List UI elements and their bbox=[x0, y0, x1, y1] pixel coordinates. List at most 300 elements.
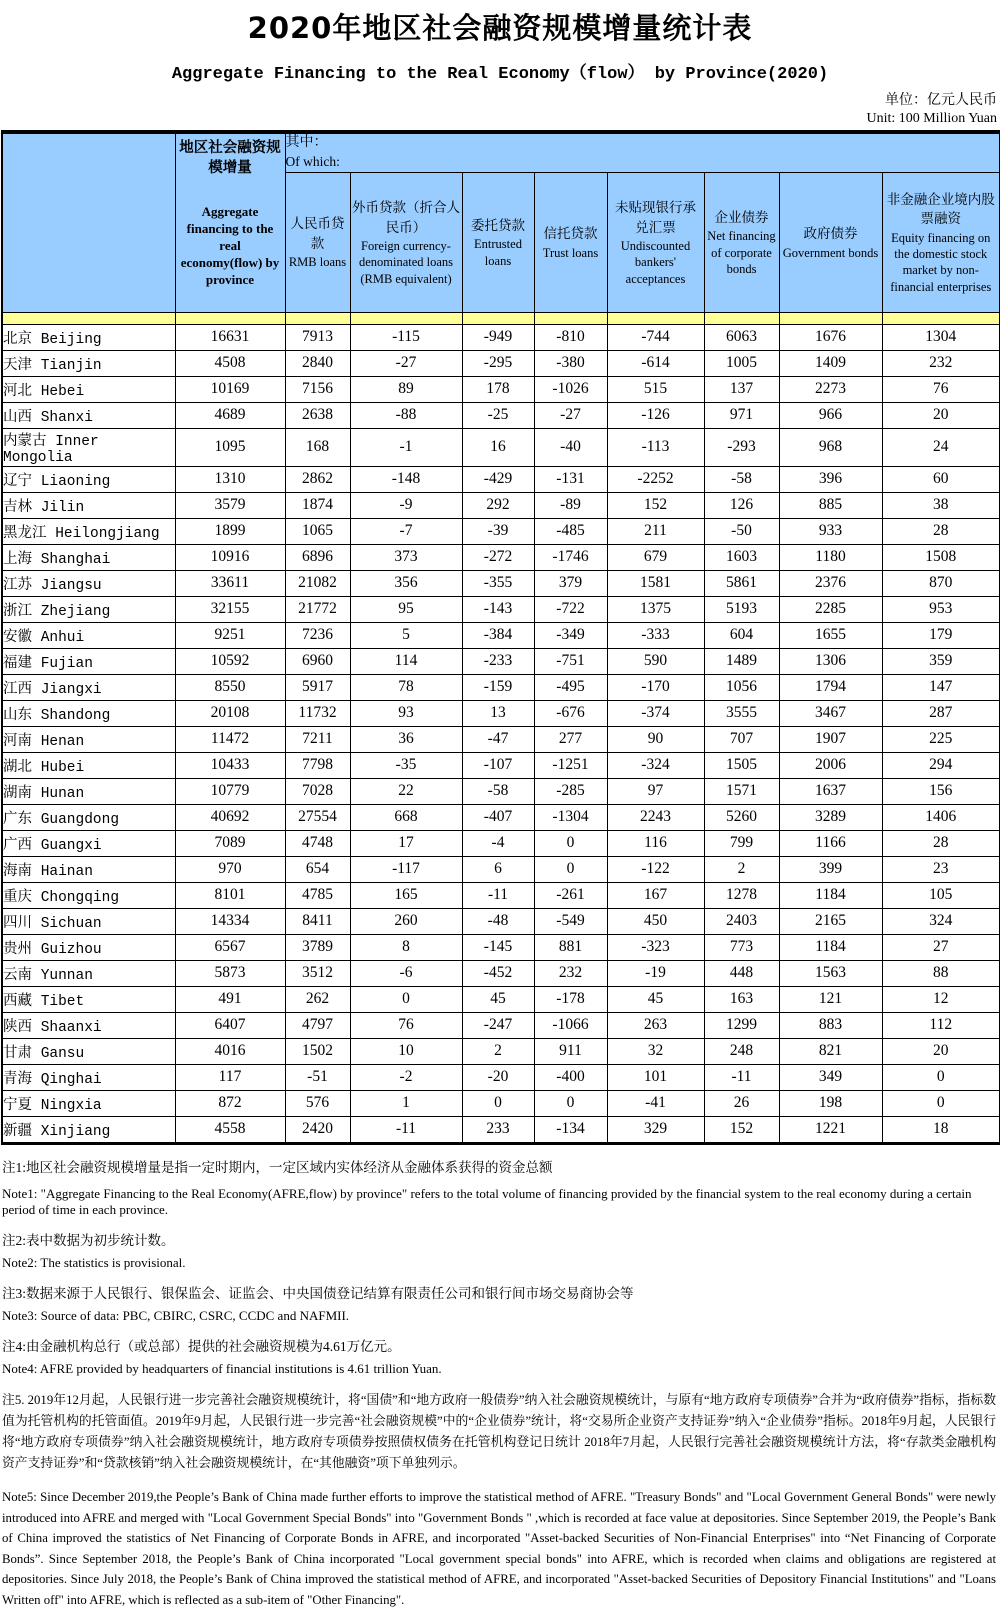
band-cell bbox=[607, 312, 704, 324]
value-cell: 8550 bbox=[175, 674, 285, 700]
value-cell: 28 bbox=[882, 518, 1000, 544]
value-cell: 1603 bbox=[704, 544, 779, 570]
value-cell: 5861 bbox=[704, 570, 779, 596]
value-cell: 911 bbox=[534, 1038, 607, 1064]
value-cell: 7211 bbox=[285, 726, 350, 752]
table-row bbox=[2, 778, 1000, 804]
value-cell: 491 bbox=[175, 986, 285, 1012]
value-cell: 1 bbox=[350, 1090, 462, 1116]
value-cell: 277 bbox=[534, 726, 607, 752]
corner-cell bbox=[2, 132, 175, 312]
table-row bbox=[2, 376, 1000, 402]
value-cell: -107 bbox=[462, 752, 534, 778]
table-row bbox=[2, 570, 1000, 596]
value-cell: 0 bbox=[350, 986, 462, 1012]
value-cell: 163 bbox=[704, 986, 779, 1012]
province-cell: 上海 Shanghai bbox=[2, 544, 175, 570]
value-cell: 292 bbox=[462, 492, 534, 518]
value-cell: 14334 bbox=[175, 908, 285, 934]
value-cell: 1563 bbox=[779, 960, 882, 986]
value-cell: 10433 bbox=[175, 752, 285, 778]
value-cell: -126 bbox=[607, 402, 704, 428]
value-cell: 515 bbox=[607, 376, 704, 402]
table-row bbox=[2, 934, 1000, 960]
value-cell: -1251 bbox=[534, 752, 607, 778]
table-row bbox=[2, 1038, 1000, 1064]
value-cell: -58 bbox=[704, 466, 779, 492]
value-cell: 1299 bbox=[704, 1012, 779, 1038]
province-cell: 山东 Shandong bbox=[2, 700, 175, 726]
value-cell: 1184 bbox=[779, 882, 882, 908]
table-row bbox=[2, 648, 1000, 674]
table-row bbox=[2, 466, 1000, 492]
value-cell: -113 bbox=[607, 428, 704, 466]
value-cell: 16631 bbox=[175, 324, 285, 350]
value-cell: 1676 bbox=[779, 324, 882, 350]
value-cell: 8101 bbox=[175, 882, 285, 908]
value-cell: 324 bbox=[882, 908, 1000, 934]
value-cell: 0 bbox=[882, 1090, 1000, 1116]
value-cell: 20 bbox=[882, 1038, 1000, 1064]
value-cell: -272 bbox=[462, 544, 534, 570]
value-cell: 1794 bbox=[779, 674, 882, 700]
province-cell: 西藏 Tibet bbox=[2, 986, 175, 1012]
value-cell: 121 bbox=[779, 986, 882, 1012]
value-cell: 970 bbox=[175, 856, 285, 882]
value-cell: 4016 bbox=[175, 1038, 285, 1064]
value-cell: 5 bbox=[350, 622, 462, 648]
value-cell: -247 bbox=[462, 1012, 534, 1038]
province-cell: 吉林 Jilin bbox=[2, 492, 175, 518]
value-cell: 379 bbox=[534, 570, 607, 596]
province-cell: 河北 Hebei bbox=[2, 376, 175, 402]
band-cell bbox=[285, 312, 350, 324]
header-band-row bbox=[2, 312, 1000, 324]
value-cell: 76 bbox=[350, 1012, 462, 1038]
province-cell: 河南 Henan bbox=[2, 726, 175, 752]
value-cell: 7028 bbox=[285, 778, 350, 804]
note1-zh: 注1:地区社会融资规模增量是指一定时期内，一定区域内实体经济从金融体系获得的资金总额 bbox=[2, 1159, 553, 1175]
value-cell: 262 bbox=[285, 986, 350, 1012]
province-cell: 宁夏 Ningxia bbox=[2, 1090, 175, 1116]
value-cell: 349 bbox=[779, 1064, 882, 1090]
table-row bbox=[2, 518, 1000, 544]
value-cell: 7089 bbox=[175, 830, 285, 856]
value-cell: 89 bbox=[350, 376, 462, 402]
value-cell: -27 bbox=[350, 350, 462, 376]
value-cell: -400 bbox=[534, 1064, 607, 1090]
value-cell: -293 bbox=[704, 428, 779, 466]
table-row bbox=[2, 674, 1000, 700]
col-header-corporate-bonds bbox=[704, 172, 779, 312]
value-cell: -27 bbox=[534, 402, 607, 428]
value-cell: 679 bbox=[607, 544, 704, 570]
value-cell: 0 bbox=[534, 856, 607, 882]
value-cell: 1489 bbox=[704, 648, 779, 674]
value-cell: 3789 bbox=[285, 934, 350, 960]
table-row bbox=[2, 986, 1000, 1012]
value-cell: 1005 bbox=[704, 350, 779, 376]
table-row bbox=[2, 428, 1000, 466]
table-row bbox=[2, 350, 1000, 376]
value-cell: 971 bbox=[704, 402, 779, 428]
value-cell: 78 bbox=[350, 674, 462, 700]
value-cell: 1304 bbox=[882, 324, 1000, 350]
value-cell: 211 bbox=[607, 518, 704, 544]
value-cell: -285 bbox=[534, 778, 607, 804]
value-cell: 3467 bbox=[779, 700, 882, 726]
value-cell: 1184 bbox=[779, 934, 882, 960]
value-cell: 101 bbox=[607, 1064, 704, 1090]
table-row bbox=[2, 544, 1000, 570]
province-cell: 云南 Yunnan bbox=[2, 960, 175, 986]
value-cell: 152 bbox=[607, 492, 704, 518]
value-cell: -6 bbox=[350, 960, 462, 986]
value-cell: 1278 bbox=[704, 882, 779, 908]
value-cell: 1406 bbox=[882, 804, 1000, 830]
province-cell: 新疆 Xinjiang bbox=[2, 1116, 175, 1143]
province-cell: 北京 Beijing bbox=[2, 324, 175, 350]
value-cell: -19 bbox=[607, 960, 704, 986]
value-cell: -50 bbox=[704, 518, 779, 544]
value-cell: 126 bbox=[704, 492, 779, 518]
value-cell: 178 bbox=[462, 376, 534, 402]
value-cell: 396 bbox=[779, 466, 882, 492]
province-cell: 甘肃 Gansu bbox=[2, 1038, 175, 1064]
note5-en: Note5: Since December 2019,the People’s Bank of China made further efforts to improve the statistical method of AFRE. "Treasury Bonds" and "Local Government General Bonds" were newly introduced into AFRE and merged with "Local Government Special Bonds" into "Government Bonds " ,which is recorded at face value at depositories. Since September 2019, the People’s Bank of China improved the statistics of Net Financing of Corporate Bonds in AFRE, and incorporated "Asset-backed Securities of Non-Financial Enterprises" into “Net Financing of Corporate Bonds”. Since September 2018, the People’s Bank of China incorporated "Local government special bonds" into AFRE, which is recorded when claims and obligations are registered at depositories. Since July 2018, the People’s Bank of China improved the statistical method of AFRE, and incorporated "Asset-backed Securities of Depository Financial Institutions" and "Loans Written off" into AFRE, which is reflected as a sub-item of "Other Financing". bbox=[2, 1490, 996, 1607]
value-cell: 450 bbox=[607, 908, 704, 934]
value-cell: 23 bbox=[882, 856, 1000, 882]
value-cell: 18 bbox=[882, 1116, 1000, 1143]
province-cell: 辽宁 Liaoning bbox=[2, 466, 175, 492]
of-which-header bbox=[285, 132, 1000, 172]
table-row bbox=[2, 908, 1000, 934]
value-cell: 0 bbox=[534, 1090, 607, 1116]
value-cell: 773 bbox=[704, 934, 779, 960]
value-cell: 27 bbox=[882, 934, 1000, 960]
value-cell: 95 bbox=[350, 596, 462, 622]
province-cell: 广西 Guangxi bbox=[2, 830, 175, 856]
value-cell: 263 bbox=[607, 1012, 704, 1038]
value-cell: 1166 bbox=[779, 830, 882, 856]
value-cell: -1746 bbox=[534, 544, 607, 570]
table-row bbox=[2, 492, 1000, 518]
value-cell: -11 bbox=[462, 882, 534, 908]
value-cell: 156 bbox=[882, 778, 1000, 804]
band-cell bbox=[350, 312, 462, 324]
value-cell: -429 bbox=[462, 466, 534, 492]
col-header-aggregate-en: Aggregate financing to the real economy(flow) by province bbox=[180, 203, 280, 288]
of-which-zh: 其中： bbox=[285, 135, 328, 151]
col-header-entrusted-loans-zh: 委托贷款 bbox=[471, 217, 525, 233]
col-header-aggregate-zh: 地区社会融资规模增量 bbox=[179, 140, 281, 176]
value-cell: -58 bbox=[462, 778, 534, 804]
value-cell: 17 bbox=[350, 830, 462, 856]
value-cell: 5917 bbox=[285, 674, 350, 700]
value-cell: 168 bbox=[285, 428, 350, 466]
page-title-zh: 2020年地区社会融资规模增量统计表 bbox=[247, 11, 753, 45]
table-row bbox=[2, 804, 1000, 830]
value-cell: 707 bbox=[704, 726, 779, 752]
value-cell: 8411 bbox=[285, 908, 350, 934]
value-cell: 233 bbox=[462, 1116, 534, 1143]
value-cell: 45 bbox=[607, 986, 704, 1012]
value-cell: 1571 bbox=[704, 778, 779, 804]
value-cell: 821 bbox=[779, 1038, 882, 1064]
page-title-en: Aggregate Financing to the Real Economy（flow） by Province(2020) bbox=[171, 65, 829, 84]
col-header-equity-financing-zh: 非金融企业境内股票融资 bbox=[886, 191, 995, 227]
value-cell: 1310 bbox=[175, 466, 285, 492]
value-cell: 6960 bbox=[285, 648, 350, 674]
province-cell: 安徽 Anhui bbox=[2, 622, 175, 648]
value-cell: -751 bbox=[534, 648, 607, 674]
value-cell: 883 bbox=[779, 1012, 882, 1038]
col-header-rmb-loans bbox=[285, 172, 350, 312]
note1-en: Note1: "Aggregate Financing to the Real Economy(AFRE,flow) by province" refers to the total volume of financing provided by the financial system to the real economy during a certain period of time in each province. bbox=[2, 1185, 972, 1217]
value-cell: 6567 bbox=[175, 934, 285, 960]
value-cell: -48 bbox=[462, 908, 534, 934]
value-cell: 165 bbox=[350, 882, 462, 908]
value-cell: 10169 bbox=[175, 376, 285, 402]
value-cell: -1304 bbox=[534, 804, 607, 830]
value-cell: 1874 bbox=[285, 492, 350, 518]
value-cell: -949 bbox=[462, 324, 534, 350]
province-cell: 湖北 Hubei bbox=[2, 752, 175, 778]
value-cell: 329 bbox=[607, 1116, 704, 1143]
value-cell: 0 bbox=[462, 1090, 534, 1116]
value-cell: -744 bbox=[607, 324, 704, 350]
value-cell: -374 bbox=[607, 700, 704, 726]
col-header-rmb-loans-zh: 人民币贷款 bbox=[290, 216, 345, 251]
value-cell: 76 bbox=[882, 376, 1000, 402]
col-header-trust-loans bbox=[534, 172, 607, 312]
value-cell: -495 bbox=[534, 674, 607, 700]
value-cell: 21772 bbox=[285, 596, 350, 622]
value-cell: -452 bbox=[462, 960, 534, 986]
col-header-corporate-bonds-en: Net financing of corporate bonds bbox=[707, 229, 776, 276]
value-cell: 40692 bbox=[175, 804, 285, 830]
value-cell: -178 bbox=[534, 986, 607, 1012]
unit-labels bbox=[0, 92, 1000, 128]
value-cell: 968 bbox=[779, 428, 882, 466]
table-row bbox=[2, 324, 1000, 350]
value-cell: 4797 bbox=[285, 1012, 350, 1038]
value-cell: 576 bbox=[285, 1090, 350, 1116]
value-cell: 6896 bbox=[285, 544, 350, 570]
unit-label-zh: 单位：亿元人民币 bbox=[885, 93, 997, 108]
value-cell: -295 bbox=[462, 350, 534, 376]
province-cell: 江苏 Jiangsu bbox=[2, 570, 175, 596]
col-header-entrusted-loans bbox=[462, 172, 534, 312]
value-cell: 4785 bbox=[285, 882, 350, 908]
value-cell: -355 bbox=[462, 570, 534, 596]
value-cell: 4558 bbox=[175, 1116, 285, 1143]
value-cell: 2376 bbox=[779, 570, 882, 596]
value-cell: -1026 bbox=[534, 376, 607, 402]
col-header-undiscounted-acceptances-zh: 未贴现银行承兑汇票 bbox=[615, 199, 696, 235]
col-header-foreign-currency-loans-zh: 外币贷款（折合人民币） bbox=[352, 199, 460, 235]
table-row bbox=[2, 700, 1000, 726]
table-body bbox=[2, 324, 1000, 1143]
value-cell: 27554 bbox=[285, 804, 350, 830]
value-cell: -39 bbox=[462, 518, 534, 544]
col-header-trust-loans-zh: 信托贷款 bbox=[543, 225, 598, 241]
value-cell: 448 bbox=[704, 960, 779, 986]
province-cell: 内蒙古 Inner Mongolia bbox=[2, 428, 175, 466]
value-cell: 3289 bbox=[779, 804, 882, 830]
value-cell: 933 bbox=[779, 518, 882, 544]
value-cell: -122 bbox=[607, 856, 704, 882]
value-cell: 105 bbox=[882, 882, 1000, 908]
col-header-undiscounted-acceptances bbox=[607, 172, 704, 312]
value-cell: 1409 bbox=[779, 350, 882, 376]
table-row bbox=[2, 856, 1000, 882]
table-row bbox=[2, 726, 1000, 752]
value-cell: -9 bbox=[350, 492, 462, 518]
value-cell: 7156 bbox=[285, 376, 350, 402]
value-cell: 1655 bbox=[779, 622, 882, 648]
col-header-foreign-currency-loans bbox=[350, 172, 462, 312]
value-cell: 2006 bbox=[779, 752, 882, 778]
value-cell: -11 bbox=[350, 1116, 462, 1143]
value-cell: 38 bbox=[882, 492, 1000, 518]
note5-zh: 注5. 2019年12月起，人民银行进一步完善社会融资规模统计，将“国债”和“地方政府一般债券”纳入社会融资规模统计，与原有“地方政府专项债券”合并为“政府债券”指标，指标数值为托管机构的托管面值。2019年9月起，人民银行进一步完善“社会融资规模”中的“企业债券”统计，将“交易所企业资产支持证券”纳入“企业债券”指标。2018年9月起，人民银行将“地方政府专项债券”纳入社会融资规模统计，地方政府专项债券按照债权债务在托管机构登记日统计 2018年7月起，人民银行完善社会融资规模统计方法，将“存款类金融机构资产支持证券”和“贷款核销”纳入社会融资规模统计，在“其他融资”项下单独列示。 bbox=[2, 1392, 996, 1471]
value-cell: -51 bbox=[285, 1064, 350, 1090]
table-row bbox=[2, 1012, 1000, 1038]
value-cell: -614 bbox=[607, 350, 704, 376]
value-cell: -89 bbox=[534, 492, 607, 518]
table-row bbox=[2, 1090, 1000, 1116]
value-cell: 8 bbox=[350, 934, 462, 960]
value-cell: 3579 bbox=[175, 492, 285, 518]
value-cell: 287 bbox=[882, 700, 1000, 726]
value-cell: -333 bbox=[607, 622, 704, 648]
notes-section bbox=[2, 1156, 996, 1610]
value-cell: 604 bbox=[704, 622, 779, 648]
province-cell: 重庆 Chongqing bbox=[2, 882, 175, 908]
value-cell: -2 bbox=[350, 1064, 462, 1090]
value-cell: 2 bbox=[704, 856, 779, 882]
value-cell: 12 bbox=[882, 986, 1000, 1012]
value-cell: 953 bbox=[882, 596, 1000, 622]
province-cell: 天津 Tianjin bbox=[2, 350, 175, 376]
value-cell: -722 bbox=[534, 596, 607, 622]
value-cell: 88 bbox=[882, 960, 1000, 986]
province-cell: 湖南 Hunan bbox=[2, 778, 175, 804]
value-cell: 248 bbox=[704, 1038, 779, 1064]
table-row bbox=[2, 752, 1000, 778]
value-cell: -676 bbox=[534, 700, 607, 726]
col-header-rmb-loans-en: RMB loans bbox=[288, 255, 347, 270]
value-cell: 6407 bbox=[175, 1012, 285, 1038]
value-cell: -170 bbox=[607, 674, 704, 700]
value-cell: 1907 bbox=[779, 726, 882, 752]
value-cell: 4508 bbox=[175, 350, 285, 376]
value-cell: -407 bbox=[462, 804, 534, 830]
value-cell: 32155 bbox=[175, 596, 285, 622]
value-cell: -20 bbox=[462, 1064, 534, 1090]
col-header-trust-loans-en: Trust loans bbox=[542, 245, 599, 260]
value-cell: 10592 bbox=[175, 648, 285, 674]
value-cell: 2840 bbox=[285, 350, 350, 376]
province-cell: 青海 Qinghai bbox=[2, 1064, 175, 1090]
value-cell: 32 bbox=[607, 1038, 704, 1064]
value-cell: 21082 bbox=[285, 570, 350, 596]
value-cell: -4 bbox=[462, 830, 534, 856]
value-cell: 1221 bbox=[779, 1116, 882, 1143]
value-cell: 7236 bbox=[285, 622, 350, 648]
value-cell: 0 bbox=[534, 830, 607, 856]
table-row bbox=[2, 830, 1000, 856]
band-cell bbox=[175, 312, 285, 324]
note2-zh: 注2:表中数据为初步统计数。 bbox=[2, 1232, 175, 1248]
value-cell: -88 bbox=[350, 402, 462, 428]
value-cell: 881 bbox=[534, 934, 607, 960]
value-cell: 356 bbox=[350, 570, 462, 596]
value-cell: 590 bbox=[607, 648, 704, 674]
value-cell: 799 bbox=[704, 830, 779, 856]
afre-table bbox=[1, 130, 1000, 1145]
value-cell: 1899 bbox=[175, 518, 285, 544]
value-cell: 2 bbox=[462, 1038, 534, 1064]
col-header-equity-financing-en: Equity financing on the domestic stock market by non-financial enterprises bbox=[890, 230, 992, 294]
value-cell: -159 bbox=[462, 674, 534, 700]
col-header-foreign-currency-loans-en: Foreign currency-denominated loans (RMB equivalent) bbox=[358, 239, 454, 286]
value-cell: 2165 bbox=[779, 908, 882, 934]
value-cell: 198 bbox=[779, 1090, 882, 1116]
value-cell: 152 bbox=[704, 1116, 779, 1143]
value-cell: 3555 bbox=[704, 700, 779, 726]
value-cell: 3512 bbox=[285, 960, 350, 986]
value-cell: 2638 bbox=[285, 402, 350, 428]
value-cell: 668 bbox=[350, 804, 462, 830]
value-cell: 20108 bbox=[175, 700, 285, 726]
province-cell: 海南 Hainan bbox=[2, 856, 175, 882]
value-cell: 6 bbox=[462, 856, 534, 882]
value-cell: 90 bbox=[607, 726, 704, 752]
value-cell: 2273 bbox=[779, 376, 882, 402]
value-cell: 13 bbox=[462, 700, 534, 726]
col-header-government-bonds-en: Government bonds bbox=[782, 245, 879, 260]
value-cell: 1306 bbox=[779, 648, 882, 674]
value-cell: -35 bbox=[350, 752, 462, 778]
value-cell: -2252 bbox=[607, 466, 704, 492]
value-cell: -143 bbox=[462, 596, 534, 622]
value-cell: 10779 bbox=[175, 778, 285, 804]
value-cell: 5873 bbox=[175, 960, 285, 986]
value-cell: 1095 bbox=[175, 428, 285, 466]
province-cell: 贵州 Guizhou bbox=[2, 934, 175, 960]
band-cell bbox=[704, 312, 779, 324]
province-cell: 黑龙江 Heilongjiang bbox=[2, 518, 175, 544]
band-cell bbox=[882, 312, 1000, 324]
value-cell: -134 bbox=[534, 1116, 607, 1143]
band-cell bbox=[779, 312, 882, 324]
band-cell bbox=[2, 312, 175, 324]
value-cell: 232 bbox=[534, 960, 607, 986]
band-cell bbox=[462, 312, 534, 324]
value-cell: -1 bbox=[350, 428, 462, 466]
value-cell: 654 bbox=[285, 856, 350, 882]
value-cell: -25 bbox=[462, 402, 534, 428]
table-row bbox=[2, 622, 1000, 648]
note4-en: Note4: AFRE provided by headquarters of financial institutions is 4.61 trillion Yuan. bbox=[2, 1360, 442, 1376]
value-cell: 4689 bbox=[175, 402, 285, 428]
value-cell: -40 bbox=[534, 428, 607, 466]
value-cell: 28 bbox=[882, 830, 1000, 856]
province-cell: 四川 Sichuan bbox=[2, 908, 175, 934]
value-cell: 872 bbox=[175, 1090, 285, 1116]
